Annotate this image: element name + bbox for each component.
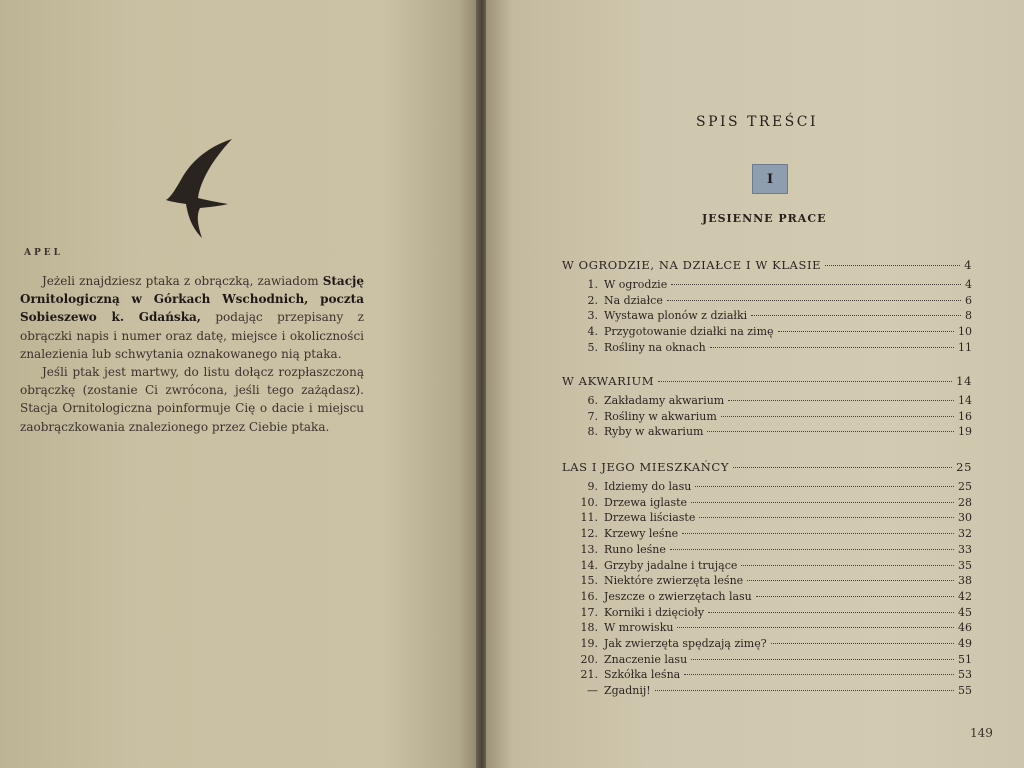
toc-item-title: Zakładamy akwarium — [604, 394, 725, 407]
toc-item-number: 11. — [580, 511, 598, 525]
toc-item — [562, 341, 972, 357]
dot-leader — [691, 502, 954, 503]
toc-item-title: Rośliny w akwarium — [604, 409, 717, 423]
apel-text: podając przepisany z obrączki napis i numer oraz datę, miejsce i okoliczności znalezienia lub schwytania oznakowanego nią ptaka. — [20, 310, 364, 361]
toc-item — [562, 637, 972, 653]
dot-leader — [655, 690, 954, 691]
toc-item-number: 20. — [580, 652, 598, 666]
dot-leader — [691, 659, 954, 660]
toc-page-number: 4 — [965, 278, 972, 291]
toc-item — [562, 394, 972, 410]
toc-section-title: LAS I JEGO MIESZKAŃCY — [562, 460, 730, 474]
toc-item-title: Zgadnij! — [604, 684, 651, 698]
toc-page-number: 49 — [958, 637, 972, 650]
toc-item — [562, 410, 972, 426]
toc-page-number: 32 — [958, 527, 972, 541]
toc-page-number: 53 — [958, 668, 972, 682]
toc-section — [562, 374, 972, 390]
dot-leader — [721, 416, 954, 417]
toc-item-number: 21. — [580, 668, 598, 682]
toc-page-number: 42 — [958, 589, 972, 603]
toc-item — [562, 653, 972, 669]
toc-item-title: Jak zwierzęta spędzają zimę? — [604, 637, 767, 650]
toc-item — [562, 574, 972, 590]
toc-item — [562, 480, 972, 496]
toc-item-title: W mrowisku — [604, 621, 674, 635]
toc-item-number: 16. — [580, 589, 598, 603]
toc-item — [562, 425, 972, 441]
toc-page-number: 11 — [958, 340, 972, 354]
part-number-box — [752, 164, 788, 194]
toc-item — [562, 294, 972, 310]
toc-page-number: 51 — [958, 652, 972, 666]
toc-page-number: 10 — [958, 325, 972, 339]
toc-section — [562, 258, 972, 274]
toc-item-title: Drzewa liściaste — [604, 511, 696, 525]
toc-item-title: Szkółka leśna — [604, 668, 681, 682]
toc-item — [562, 543, 972, 559]
page-number: 149 — [970, 726, 993, 740]
toc-item-title: Korniki i dzięcioły — [604, 605, 705, 619]
toc-item — [562, 527, 972, 543]
toc-item-title: Wystawa plonów z działki — [604, 309, 748, 323]
toc-item-number: 15. — [580, 574, 598, 588]
toc-item-number: 9. — [587, 480, 598, 493]
toc-item-title: Krzewy leśne — [604, 527, 679, 541]
dot-leader — [710, 347, 954, 348]
toc-item-number: 10. — [580, 495, 598, 509]
toc-page-number: 46 — [958, 621, 972, 635]
toc-section — [562, 460, 972, 476]
toc-page-number: 33 — [958, 542, 972, 556]
toc-page-number: 38 — [958, 574, 972, 588]
dot-leader — [671, 284, 961, 285]
toc-item-title: Grzyby jadalne i trujące — [604, 558, 738, 572]
left-page — [0, 0, 478, 768]
toc-item-number: 7. — [587, 409, 598, 423]
toc-item — [562, 511, 972, 527]
apel-paragraph-2: Jeśli ptak jest martwy, do listu dołącz rozpłaszczoną obrączkę (zostanie Ci zwrócona, jeśli tego zażądasz). Stacja Ornitologiczna poinformuje Cię o dacie i miejscu zaobrączkowania znalezionego przez Ciebie ptaka. — [20, 365, 364, 434]
dot-leader — [658, 381, 952, 382]
toc-item-title: Runo leśne — [604, 542, 666, 556]
toc-item-title: Rośliny na oknach — [604, 340, 706, 354]
toc-page-number: 28 — [958, 495, 972, 509]
dot-leader — [677, 627, 954, 628]
toc-item-number: 3. — [587, 309, 598, 323]
dot-leader — [708, 612, 954, 613]
toc-item — [562, 621, 972, 637]
dot-leader — [825, 265, 960, 266]
apel-text: Jeżeli znajdziesz ptaka z obrączką, zawiadom — [42, 274, 323, 288]
toc-page-number: 35 — [958, 558, 972, 572]
toc-item — [562, 278, 972, 294]
dot-leader — [667, 300, 961, 301]
toc-item-number: 17. — [580, 605, 598, 619]
dot-leader — [695, 486, 954, 487]
toc-item-title: W ogrodzie — [604, 278, 668, 291]
toc-item-title: Drzewa iglaste — [604, 495, 688, 509]
dot-leader — [771, 643, 954, 644]
dot-leader — [707, 431, 954, 432]
toc-page-number: 25 — [958, 480, 972, 493]
toc-item — [562, 684, 972, 700]
apel-station-address: Stację Ornitologiczną w Górkach Wschodnich, poczta Sobieszewo k. Gdańska, — [20, 274, 364, 325]
toc-item-number: 19. — [580, 637, 598, 650]
toc-title: SPIS TREŚCI — [696, 114, 819, 130]
toc-item-number: 2. — [587, 293, 598, 307]
toc-item-number: 8. — [587, 425, 598, 439]
toc-item — [562, 590, 972, 606]
dot-leader — [733, 467, 952, 468]
toc-item-title: Przygotowanie działki na zimę — [604, 325, 774, 339]
toc-page-number: 6 — [965, 293, 972, 307]
toc-item-number: 14. — [580, 558, 598, 572]
toc-item-title: Ryby w akwarium — [604, 425, 704, 439]
dot-leader — [756, 596, 954, 597]
toc-item-title: Na działce — [604, 293, 663, 307]
dot-leader — [751, 315, 961, 316]
apel-body — [20, 272, 364, 436]
dot-leader — [747, 580, 954, 581]
toc-item-number: 12. — [580, 527, 598, 541]
toc-item-number: — — [587, 684, 598, 698]
toc-item — [562, 606, 972, 622]
toc-page-number: 25 — [956, 460, 972, 474]
part-number: I — [766, 171, 774, 187]
dot-leader — [684, 674, 954, 675]
toc-page-number: 16 — [958, 409, 972, 423]
toc-item-title: Znaczenie lasu — [604, 652, 688, 666]
dot-leader — [741, 565, 954, 566]
toc-item — [562, 559, 972, 575]
apel-paragraph-1 — [20, 272, 364, 363]
dot-leader — [699, 517, 954, 518]
dot-leader — [778, 331, 954, 332]
dot-leader — [670, 549, 954, 550]
toc-item-number: 6. — [587, 394, 598, 407]
toc-page-number: 55 — [958, 684, 972, 698]
toc-item-number: 18. — [580, 621, 598, 635]
apel-heading: APEL — [24, 248, 63, 258]
dot-leader — [728, 400, 954, 401]
toc-item — [562, 325, 972, 341]
toc-item — [562, 496, 972, 512]
part-title: JESIENNE PRACE — [702, 212, 827, 225]
toc-item — [562, 309, 972, 325]
toc-item-number: 4. — [587, 325, 598, 339]
toc-section-title: W AKWARIUM — [562, 374, 655, 388]
toc-item-title: Jeszcze o zwierzętach lasu — [604, 589, 752, 603]
toc-page-number: 14 — [958, 394, 972, 407]
toc-item-number: 5. — [587, 340, 598, 354]
toc-item — [562, 668, 972, 684]
toc-page-number: 4 — [964, 258, 972, 272]
toc-item-title: Niektóre zwierzęta leśne — [604, 574, 744, 588]
dot-leader — [682, 533, 954, 534]
toc-page-number: 30 — [958, 511, 972, 525]
toc-item-number: 1. — [587, 278, 598, 291]
toc-page-number: 8 — [965, 309, 972, 323]
toc-item-title: Idziemy do lasu — [604, 480, 692, 493]
toc-page-number: 45 — [958, 605, 972, 619]
toc-item-number: 13. — [580, 542, 598, 556]
toc-page-number: 14 — [956, 374, 972, 388]
toc-section-title: W OGRODZIE, NA DZIAŁCE I W KLASIE — [562, 258, 822, 272]
toc-page-number: 19 — [958, 425, 972, 439]
swift-bird-icon — [158, 136, 236, 240]
